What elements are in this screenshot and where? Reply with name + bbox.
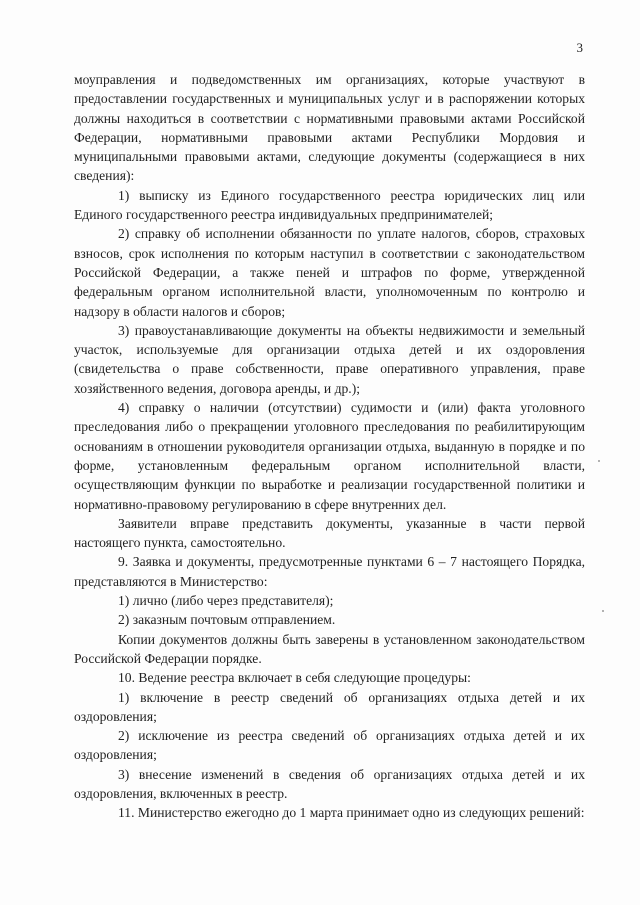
paragraph-applicants-right: Заявители вправе представить документы, указанные в части первой настоящего пункта, самостоятельно. <box>74 515 585 551</box>
paragraph-clause-9-item-2: 2) заказным почтовым отправлением. <box>118 612 336 628</box>
paragraph-item-3-property-documents: 3) правоустанавливающие документы на объекты недвижимости и земельный участок, используемые для организации отдыха детей и их оздоровления (свидетельства о праве собственности, праве оперативного управления, праве хозяйственного ведения, договора аренды, и др.); <box>74 322 585 396</box>
paragraph-copies-certified: Копии документов должны быть заверены в установленном законодательством Российской Федерации порядке. <box>74 631 585 666</box>
scan-speck <box>598 460 600 462</box>
paragraph-item-4-criminal-record: 4) справку о наличии (отсутствии) судимости и (или) факта уголовного преследования либо о прекращении уголовного преследования по реабилитирующим основаниям в отношении руководителя организации отдыха, выданную в порядке и по форме, установленным федеральным органом исполнительной власти, осуществляющим функции по выработке и реализации государственной политики и нормативно-правовому регулированию в сфере внутренних дел. <box>74 400 585 512</box>
paragraph-item-1-extract: 1) выписку из Единого государственного реестра юридических лиц или Единого государственного реестра индивидуальных предпринимателей; <box>74 187 585 223</box>
paragraph-clause-10-item-2: 2) исключение из реестра сведений об организациях отдыха детей и их оздоровления; <box>74 728 585 763</box>
paragraph-clause-10-item-1: 1) включение в реестр сведений об организациях отдыха детей и их оздоровления; <box>74 689 585 724</box>
paragraph-continuation: моуправления и подведомственных им организациях, которые участвуют в предоставлении государственных и муниципальных услуг и в распоряжении которых должны находиться в соответствии с нормативными правовыми актами Российской Федерации, нормативными правовыми актами Республики Мордовия и муниципальными правовыми актами, следующие документы (содержащиеся в них сведения): <box>74 72 585 184</box>
paragraph-item-2-tax-certificate: 2) справку об исполнении обязанности по уплате налогов, сборов, страховых взносов, срок исполнения по которым наступил в соответствии с законодательством Российской Федерации, а также пеней и штрафов по форме, утвержденной федеральным органом исполнительной власти, уполномоченным по контролю и надзору в области налогов и сборов; <box>74 226 585 319</box>
scan-speck <box>602 610 604 612</box>
page-number: 3 <box>576 40 583 55</box>
paragraph-clause-9: 9. Заявка и документы, предусмотренные пунктами 6 – 7 настоящего Порядка, представляются в Министерство: <box>74 554 585 589</box>
paragraph-clause-9-item-1: 1) лично (либо через представителя); <box>118 593 334 609</box>
paragraph-clause-10: 10. Ведение реестра включает в себя следующие процедуры: <box>118 670 471 686</box>
paragraph-clause-10-item-3: 3) внесение изменений в сведения об организациях отдыха детей и их оздоровления, включенных в реестр. <box>74 766 585 801</box>
paragraph-clause-11: 11. Министерство ежегодно до 1 марта принимает одно из следующих решений: <box>118 805 585 821</box>
body-text <box>74 70 585 823</box>
